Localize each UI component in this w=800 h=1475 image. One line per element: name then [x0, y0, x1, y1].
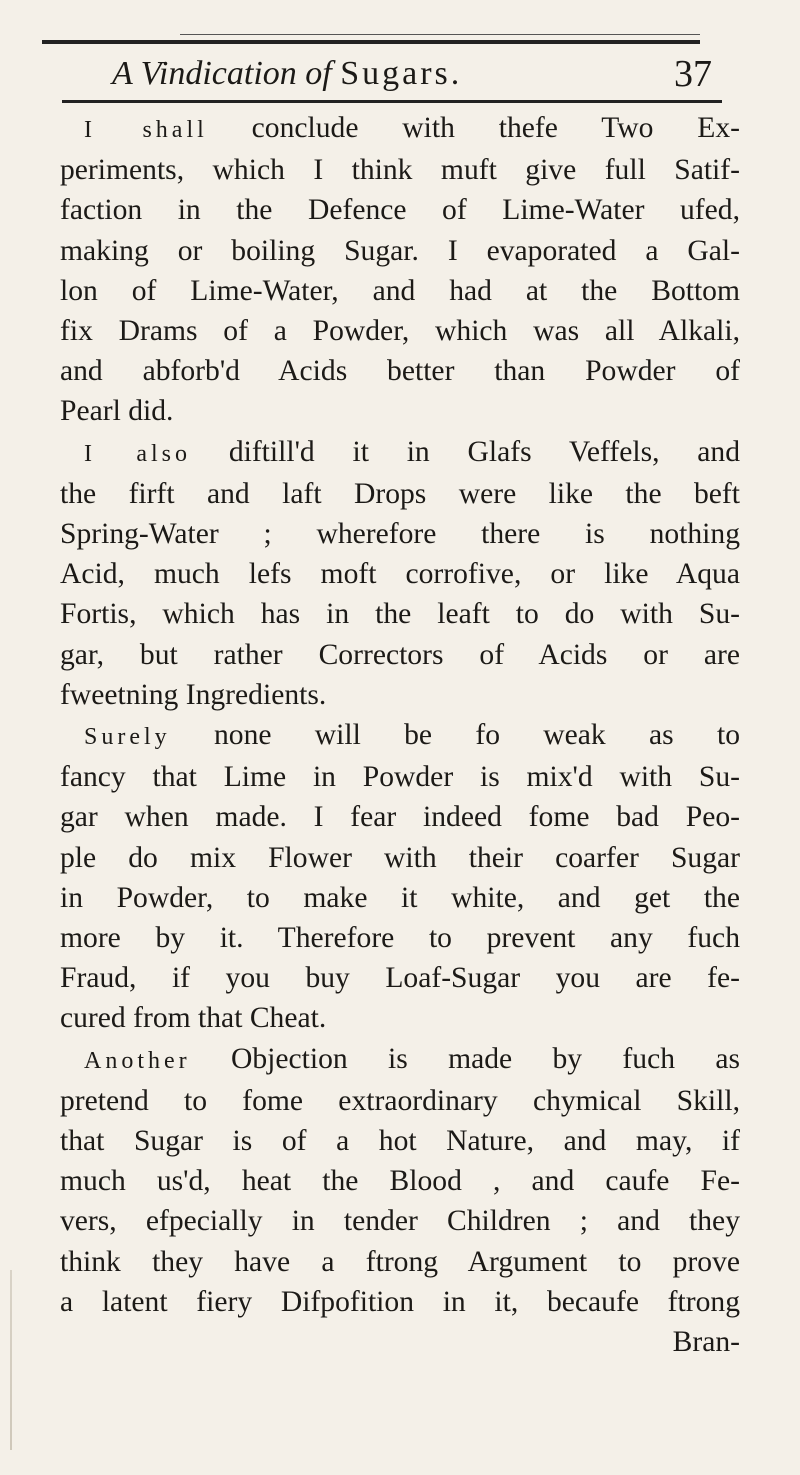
catchword: Bran-: [672, 1326, 740, 1359]
paragraph-lead-small-caps: I shall: [84, 117, 208, 143]
text-line: [60, 1242, 740, 1282]
line-text: Spring-Water ; wherefore there is nothing: [60, 518, 740, 551]
line-text: much us'd, heat the Blood , and caufe Fe-: [60, 1165, 740, 1198]
text-line: [60, 271, 740, 311]
line-text: and abforb'd Acids better than Powder of: [60, 355, 740, 388]
text-line: [60, 1121, 740, 1161]
text-line: [60, 351, 740, 391]
line-text: Pearl did.: [60, 395, 174, 428]
text-line: [60, 797, 740, 837]
top-rule: [42, 40, 700, 44]
text-line: [60, 675, 740, 715]
text-line: [60, 150, 740, 190]
text-line: [60, 474, 740, 514]
running-title-caps: Sugars.: [340, 55, 463, 92]
line-text: Fortis, which has in the leaft to do with Su-: [60, 598, 740, 631]
line-text: Acid, much lefs moft corrofive, or like Aqua: [60, 558, 740, 591]
line-text: gar when made. I fear indeed fome bad Peo-: [60, 801, 740, 834]
text-line: [60, 998, 740, 1038]
line-text: pretend to fome extraordinary chymical Skill,: [60, 1084, 740, 1117]
running-title: A Vindication of: [112, 55, 332, 92]
text-line: [60, 514, 740, 554]
text-line: [60, 1282, 740, 1322]
line-text: a latent fiery Difpofition in it, becaufe ftrong: [60, 1285, 740, 1318]
text-line: [60, 635, 740, 675]
line-text: fix Drams of a Powder, which was all Alkali,: [60, 315, 740, 348]
line-text: in Powder, to make it white, and get the: [60, 881, 740, 914]
text-line: [60, 554, 740, 594]
text-line: [60, 1081, 740, 1121]
paragraph-lead-small-caps: I also: [84, 440, 192, 467]
page-gutter-shadow: [10, 1270, 12, 1450]
line-text: vers, efpecially in tender Children ; and they: [60, 1205, 740, 1238]
text-line: [60, 391, 740, 431]
line-text: fancy that Lime in Powder is mix'd with Su-: [60, 761, 740, 794]
line-text: the firft and laft Drops were like the beft: [60, 477, 740, 510]
text-line: [60, 958, 740, 998]
header-rule: [62, 100, 722, 103]
text-line: [60, 1201, 740, 1241]
text-line: [60, 231, 740, 271]
line-text: periments, which I think muft give full Satif-: [60, 154, 740, 187]
line-text: diftill'd it in Glafs Veffels, and: [228, 435, 740, 468]
text-line: [60, 190, 740, 230]
line-text: more by it. Therefore to prevent any fuch: [60, 922, 740, 955]
body-text: [60, 108, 740, 1362]
text-line: [60, 918, 740, 958]
line-text: lon of Lime-Water, and had at the Bottom: [60, 274, 740, 307]
line-text: Fraud, if you buy Loaf-Sugar you are fe-: [60, 962, 740, 995]
line-text: gar, but rather Correctors of Acids or are: [60, 638, 740, 671]
line-text: that Sugar is of a hot Nature, and may, if: [60, 1125, 740, 1158]
text-line: [60, 108, 740, 150]
line-text: fweetning Ingredients.: [60, 678, 327, 711]
page-number: 37: [674, 53, 712, 95]
line-text: faction in the Defence of Lime-Water ufed,: [60, 194, 740, 227]
top-rule-thin: [180, 34, 700, 35]
text-line: [60, 838, 740, 878]
paragraph-lead-small-caps: Surely: [84, 724, 171, 751]
paragraph-lead-small-caps: Another: [84, 1047, 191, 1074]
line-text: cured from that Cheat.: [60, 1002, 327, 1035]
line-text: making or boiling Sugar. I evaporated a Gal-: [60, 234, 740, 267]
text-line: [60, 757, 740, 797]
running-header: [112, 48, 712, 100]
text-line: [60, 594, 740, 634]
text-line: [60, 878, 740, 918]
text-line: [60, 715, 740, 757]
text-line: [60, 1161, 740, 1201]
line-text: ple do mix Flower with their coarfer Sugar: [60, 841, 740, 874]
line-text: think they have a ftrong Argument to prove: [60, 1245, 740, 1278]
line-text: none will be fo weak as to: [213, 719, 740, 752]
line-text: Objection is made by fuch as: [230, 1042, 740, 1075]
text-line: [60, 1039, 740, 1081]
text-line: [60, 432, 740, 474]
text-line: [60, 311, 740, 351]
line-text: conclude with thefe Two Ex-: [251, 112, 740, 144]
